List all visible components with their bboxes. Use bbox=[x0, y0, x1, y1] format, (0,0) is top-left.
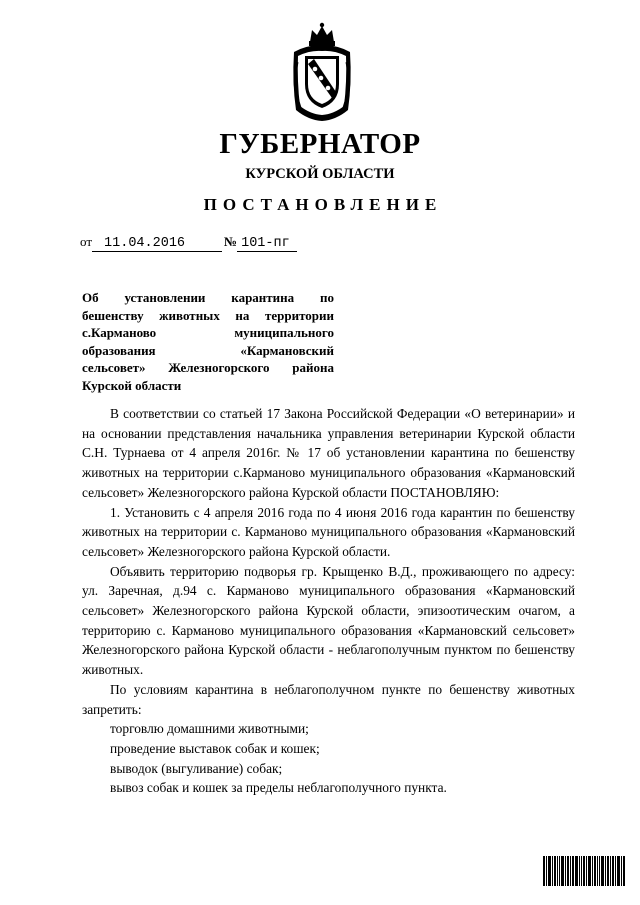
document-type: ПОСТАНОВЛЕНИЕ bbox=[203, 195, 443, 214]
prohibition-item: торговлю домашними животными; bbox=[110, 721, 309, 737]
date-number-line bbox=[80, 234, 297, 252]
document-body bbox=[82, 404, 575, 798]
prohibition-item: вывоз собак и кошек за пределы неблагополучного пункта. bbox=[110, 780, 447, 796]
region-subtitle: КУРСКОЙ ОБЛАСТИ bbox=[245, 166, 395, 182]
prohibition-item: проведение выставок собак и кошек; bbox=[110, 740, 320, 756]
barcode-icon bbox=[543, 856, 625, 886]
subject-line: Об установлении карантина по bbox=[82, 290, 334, 305]
number-prefix: № bbox=[224, 234, 238, 249]
body-paragraph: Объявить территорию подворья гр. Крыщенко В.Д., проживающего по адресу: ул. Заречная, д.94 с. Карманово муниципального образования «Кармановский сельсовет» Железногорского района Курской области, эпизоотическим очагом, а территорию с. Карманово муниципального образования «Кармановский сельсовет» Железногорского района Курской области - неблагополучным пунктом по бешенству животных. bbox=[82, 563, 575, 678]
document-subject bbox=[82, 289, 334, 394]
document-number: 101-пг bbox=[241, 236, 290, 251]
subject-line: с.Карманово муниципального bbox=[82, 325, 334, 340]
document-date: 11.04.2016 bbox=[104, 236, 186, 251]
body-paragraph: 1. Установить с 4 апреля 2016 года по 4 июня 2016 года карантин по бешенству животных на территории с. Карманово муниципального образования «Кармановский сельсовет» Железногорского района Курской области. bbox=[82, 504, 575, 559]
body-paragraph: В соответствии со статьей 17 Закона Российской Федерации «О ветеринарии» и на основании представления начальника управления ветеринарии Курской области С.Н. Турнаева от 4 апреля 2016г. № 17 об установлении карантина по бешенству животных на территории с.Карманово муниципального образования «Кармановский сельсовет» Железногорского района Курской области ПОСТАНОВЛЯЮ: bbox=[82, 406, 575, 500]
date-prefix: от bbox=[80, 234, 93, 249]
subject-line: бешенству животных на территории bbox=[82, 307, 334, 323]
subject-line: образования «Кармановский bbox=[82, 342, 334, 358]
subject-line: Курской области bbox=[82, 377, 182, 393]
body-paragraph: По условиям карантина в неблагополучном пункте по бешенству животных запретить: bbox=[82, 681, 575, 717]
governor-title: ГУБЕРНАТОР bbox=[219, 128, 421, 160]
prohibition-item: выводок (выгуливание) собак; bbox=[110, 760, 283, 776]
subject-line: сельсовет» Железногорского района bbox=[82, 360, 334, 375]
coat-of-arms-icon bbox=[288, 22, 356, 122]
